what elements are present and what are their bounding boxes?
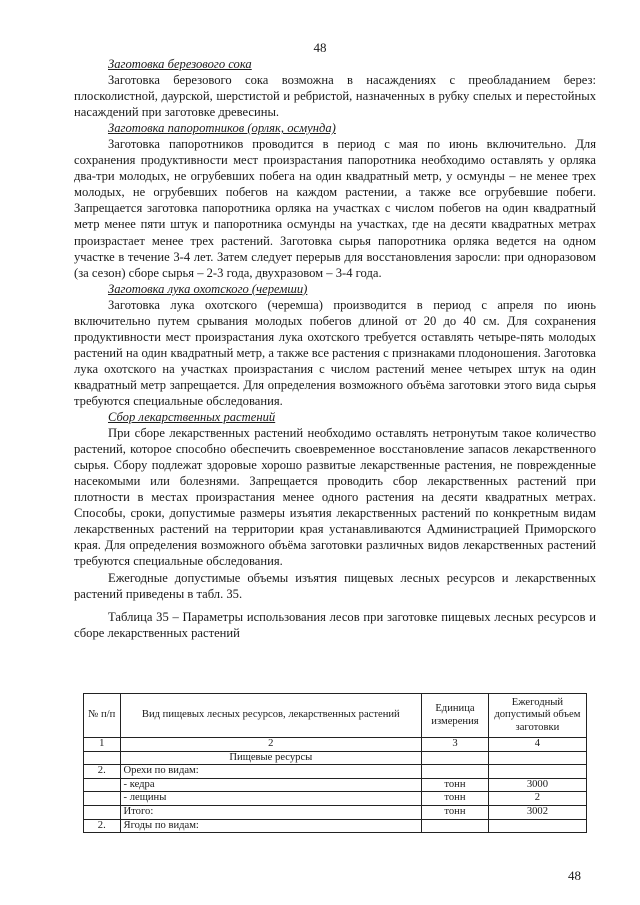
row-value: 2 xyxy=(488,792,586,806)
page-number-top: 48 xyxy=(313,40,327,55)
paragraph-wild-garlic: Заготовка лука охотского (черемша) производится в период с апреля по июнь включительно путем срывания молодых побегов длиной от 20 до 40 см. Для сохранения продуктивности мест произрастания лука охотского требуется оставлять четыре-пять молодых растений на один квадратный метр, а также все растения с признаками плодоношения. Заготовка лука охотского на участках произрастания с числом растений менее четырех штук на один квадратный метр запрещается. Для определения возможного объёма заготовки этого вида сырья требуются специальные обследования. xyxy=(74,297,596,408)
row-number xyxy=(84,792,121,806)
row-value: 3002 xyxy=(488,805,586,819)
row-number xyxy=(84,805,121,819)
column-numbers-row xyxy=(84,738,587,752)
table-row xyxy=(84,819,587,833)
paragraph-birch-sap: Заготовка березового сока возможна в насаждениях с преобладанием берез: плосколистной, даурской, шерстистой и ребристой, назначенных в рубку спелых и перестойных насаждений при заготовке древесины. xyxy=(74,73,596,120)
row-number: 2. xyxy=(84,765,121,779)
row-unit: тонн xyxy=(422,792,489,806)
group-label: Пищевые ресурсы xyxy=(120,751,422,765)
table-cell xyxy=(84,751,121,765)
section-heading-wild-garlic: Заготовка лука охотского (черемши) xyxy=(108,281,308,296)
row-name: - кедра xyxy=(120,778,422,792)
section-heading-birch-sap: Заготовка березового сока xyxy=(108,57,252,71)
table-header-row xyxy=(84,694,587,738)
table-cell xyxy=(488,751,586,765)
group-row xyxy=(84,751,587,765)
header-resource-type: Вид пищевых лесных ресурсов, лекарственных растений xyxy=(120,694,422,738)
row-unit: тонн xyxy=(422,805,489,819)
paragraph-ferns: Заготовка папоротников проводится в период с мая по июнь включительно. Для сохранения продуктивности мест произрастания папоротника необходимо оставлять у орляка два-три молодых, не огрубевших побега на один квадратный метр, у осмунды – не менее трех молодых, не огрубевших побегов на каждом растении, а также все огрубевшие побеги. Запрещается заготовка папоротника орляка на участках с числом побегов на один квадратный метр менее пяти штук и папоротника осмунды на участках, где на десяти квадратных метрах произрастает менее трех растений. Заготовка сырья папоротника орляка ведется на одном участке в течение 3-4 лет. Затем следует перерыв для восстановления заросли: при одноразовом (за сезон) сборе сырья – 2-3 года, двухразовом – 3-4 года. xyxy=(74,137,596,280)
section-heading-medicinal-plants: Сбор лекарственных растений xyxy=(108,410,276,425)
document-body xyxy=(74,56,596,641)
row-value xyxy=(488,765,586,779)
row-unit xyxy=(422,765,489,779)
header-number: № п/п xyxy=(84,694,121,738)
table-caption: Таблица 35 – Параметры использования лесов при заготовке пищевых лесных ресурсов и сборе лекарственных растений xyxy=(74,609,596,640)
column-number: 1 xyxy=(84,738,121,752)
table-row xyxy=(84,792,587,806)
table-row xyxy=(84,778,587,792)
row-name: Итого: xyxy=(120,805,422,819)
row-number xyxy=(84,778,121,792)
row-unit xyxy=(422,819,489,833)
row-value xyxy=(488,819,586,833)
resources-table xyxy=(83,693,587,833)
table-cell xyxy=(422,751,489,765)
column-number: 4 xyxy=(488,738,586,752)
paragraph-medicinal-plants: При сборе лекарственных растений необходимо оставлять нетронутым такое количество растений, которое способно обеспечить своевременное восстановление запасов лекарственного сырья. Сбору подлежат здоровые хорошо развитые лекарственные растения, не поврежденные насекомыми или болезнями. Запрещается проводить сбор лекарственных растений при плотности в местах произрастания менее одного растения на десяти квадратных метрах. Способы, сроки, допустимые размеры изъятия лекарственных растений по конкретным видам лекарственных растений на территории края устанавливаются Администрацией Приморского края. Для определения возможного объёма заготовки различных видов лекарственных растений требуются специальные обследования. xyxy=(74,426,596,569)
row-name: Ягоды по видам: xyxy=(120,819,422,833)
paragraph-annual-volumes: Ежегодные допустимые объемы изъятия пищевых лесных ресурсов и лекарственных растений приведены в табл. 35. xyxy=(74,570,596,601)
header-annual-volume: Ежегодный допустимый объем заготовки xyxy=(488,694,586,738)
row-name: - лещины xyxy=(120,792,422,806)
row-name: Орехи по видам: xyxy=(120,765,422,779)
row-value: 3000 xyxy=(488,778,586,792)
section-heading-ferns: Заготовка папоротников (орляк, осмунда) xyxy=(108,121,336,136)
column-number: 3 xyxy=(422,738,489,752)
table-row xyxy=(84,805,587,819)
header-unit: Единица измерения xyxy=(422,694,489,738)
page-number-bottom: 48 xyxy=(568,868,581,883)
row-number: 2. xyxy=(84,819,121,833)
column-number: 2 xyxy=(120,738,422,752)
row-unit: тонн xyxy=(422,778,489,792)
table-row xyxy=(84,765,587,779)
